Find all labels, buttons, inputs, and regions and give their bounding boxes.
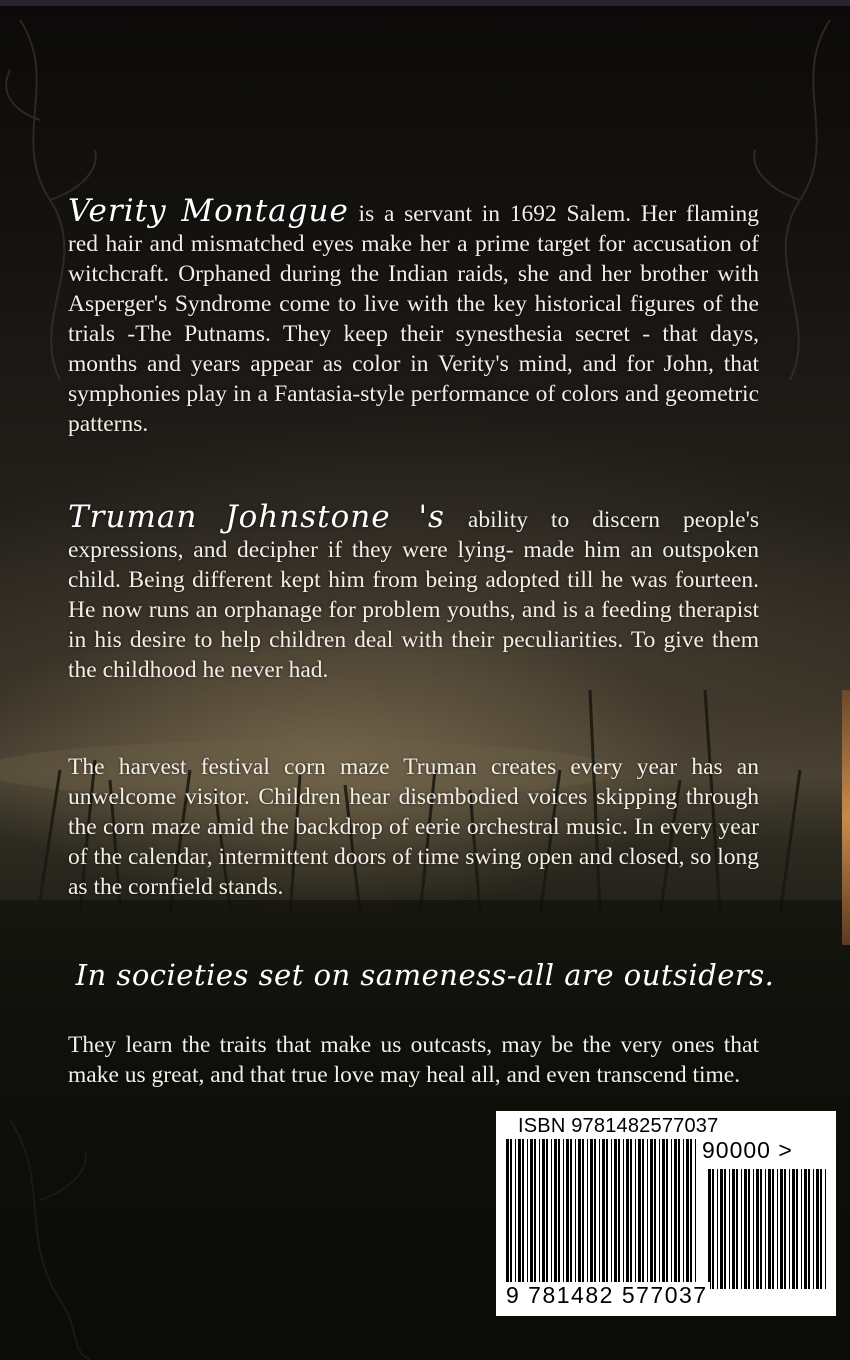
barcode-bar bbox=[623, 1139, 624, 1301]
barcode-bar bbox=[506, 1139, 509, 1301]
isbn-label: ISBN 9781482577037 bbox=[518, 1115, 719, 1137]
barcode-bar bbox=[630, 1139, 632, 1301]
spine-edge bbox=[842, 690, 850, 945]
barcode-bar bbox=[820, 1169, 822, 1289]
verity-name: Verity Montague bbox=[68, 193, 349, 229]
barcode-bar bbox=[546, 1139, 548, 1301]
barcode-bar bbox=[518, 1139, 521, 1301]
barcode-bar bbox=[736, 1169, 738, 1289]
verity-description: is a servant in 1692 Salem. Her flaming red hair and mismatched eyes make her a prime target for accusation of witchcraft. Orphaned during the Indian raids, she and her brother with Asperger's Syndrome come to live with the key historical figures of the trials -The Putnams. They keep their synesthesia secret - that days, months and years appear as color in Verity's mind, and for John, that symphonies play in a Fantasia-style performance of colors and geometric patterns. bbox=[68, 201, 759, 437]
barcode-bar bbox=[578, 1139, 581, 1301]
barcode-bar bbox=[611, 1139, 612, 1301]
barcode-bar bbox=[816, 1169, 819, 1289]
barcode-bar bbox=[606, 1139, 608, 1301]
barcode-bar bbox=[753, 1169, 754, 1289]
barcode-bar bbox=[686, 1139, 689, 1301]
barcode-bar bbox=[539, 1139, 540, 1301]
barcode-bar bbox=[522, 1139, 524, 1301]
barcode-bar bbox=[635, 1139, 636, 1301]
barcode-bar bbox=[772, 1169, 774, 1289]
barcode-digits: 9 781482 577037 bbox=[506, 1282, 708, 1308]
barcode-bar bbox=[780, 1169, 783, 1289]
barcode-bar bbox=[690, 1139, 692, 1301]
barcode-bar bbox=[765, 1169, 766, 1289]
barcode-bar bbox=[638, 1139, 641, 1301]
barcode-bar bbox=[717, 1169, 718, 1289]
barcode-bar bbox=[792, 1169, 795, 1289]
barcode-bar bbox=[551, 1139, 552, 1301]
barcode-bar bbox=[744, 1169, 747, 1289]
barcode-bar bbox=[784, 1169, 786, 1289]
barcode-bar bbox=[587, 1139, 588, 1301]
barcode-bar bbox=[642, 1139, 644, 1301]
barcode-bar bbox=[695, 1139, 696, 1301]
barcode-bar bbox=[530, 1139, 533, 1301]
barcode-bar bbox=[756, 1169, 759, 1289]
barcode-bar bbox=[674, 1139, 677, 1301]
barcode-bar bbox=[570, 1139, 572, 1301]
barcode-bar bbox=[768, 1169, 771, 1289]
corn-maze-paragraph: The harvest festival corn maze Truman creates every year has an unwelcome visitor. Children hear disembodied voices skipping through the corn maze amid the backdrop of eerie orchestral music. In every year of the calendar, intermittent doors of time swing open and closed, so long as the cornfield stands. bbox=[68, 754, 759, 900]
barcode-bar bbox=[671, 1139, 672, 1301]
barcode-bar bbox=[712, 1169, 714, 1289]
barcode-bar bbox=[618, 1139, 620, 1301]
barcode-bar bbox=[732, 1169, 735, 1289]
price-code: 90000 > bbox=[702, 1137, 793, 1163]
barcode-bar bbox=[796, 1169, 798, 1289]
barcode-bar bbox=[558, 1139, 560, 1301]
closing-paragraph: They learn the traits that make us outcasts, may be the very ones that make us great, and that true love may heal all, and even transcend time. bbox=[68, 1032, 759, 1088]
barcode-bar bbox=[614, 1139, 617, 1301]
barcode-bar bbox=[808, 1169, 810, 1289]
barcode-bar bbox=[813, 1169, 814, 1289]
barcode-bar bbox=[515, 1139, 516, 1301]
barcode-bar bbox=[527, 1139, 528, 1301]
barcode-bar bbox=[683, 1139, 684, 1301]
barcode-bar bbox=[534, 1139, 536, 1301]
barcode-bar bbox=[650, 1139, 653, 1301]
truman-description: ability to discern people's expressions, and decipher if they were lying- made him an outspoken child. Being different kept him from being adopted till he was fourteen. He now runs an orphanage for problem youths, and is a feeding therapist in his desire to help children deal with their peculiarities. To give them the childhood he never had. bbox=[68, 507, 759, 683]
barcode-bar bbox=[804, 1169, 807, 1289]
barcode-bar bbox=[654, 1139, 656, 1301]
barcode-bar bbox=[599, 1139, 600, 1301]
barcode-bar bbox=[760, 1169, 762, 1289]
verity-paragraph bbox=[68, 193, 759, 439]
barcode-bar bbox=[789, 1169, 790, 1289]
barcode-bar bbox=[566, 1139, 569, 1301]
barcode-bar bbox=[708, 1169, 711, 1289]
barcode-bar bbox=[748, 1169, 750, 1289]
barcode-bar bbox=[542, 1139, 545, 1301]
barcode-bar bbox=[590, 1139, 593, 1301]
barcode-bar bbox=[777, 1169, 778, 1289]
barcode-bar bbox=[720, 1169, 723, 1289]
barcode-bar bbox=[602, 1139, 605, 1301]
barcode-bar bbox=[554, 1139, 557, 1301]
barcode-bar bbox=[801, 1169, 802, 1289]
barcode-bar bbox=[575, 1139, 576, 1301]
barcode-bar bbox=[662, 1139, 665, 1301]
barcode-bar bbox=[510, 1139, 512, 1301]
barcode-bar bbox=[729, 1169, 730, 1289]
barcode-bar bbox=[741, 1169, 742, 1289]
isbn-barcode bbox=[496, 1111, 836, 1316]
barcode-bar bbox=[563, 1139, 564, 1301]
barcode-bar bbox=[666, 1139, 668, 1301]
truman-paragraph bbox=[68, 499, 759, 685]
barcode-bar bbox=[724, 1169, 726, 1289]
truman-name: Truman Johnstone 's bbox=[68, 499, 445, 535]
barcode-bar bbox=[594, 1139, 596, 1301]
barcode-bar bbox=[626, 1139, 629, 1301]
barcode-bar bbox=[659, 1139, 660, 1301]
barcode-bar bbox=[825, 1169, 826, 1289]
tagline: In societies set on sameness-all are outsiders. bbox=[75, 958, 775, 992]
barcode-bar bbox=[647, 1139, 648, 1301]
barcode-bar bbox=[582, 1139, 584, 1301]
barcode-bar bbox=[678, 1139, 680, 1301]
